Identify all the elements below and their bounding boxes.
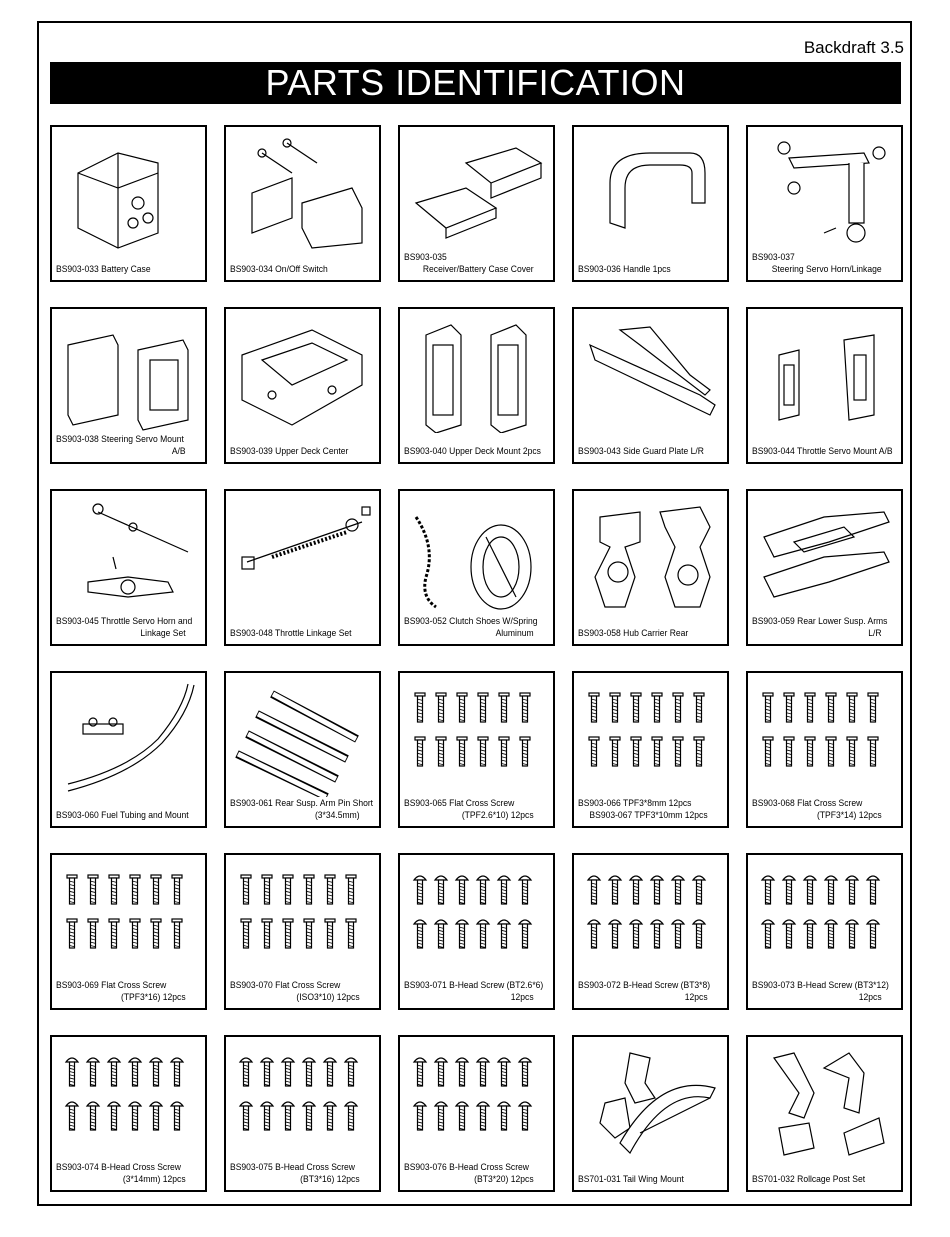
part-number-name: BS903-052 Clutch Shoes W/Spring (404, 616, 538, 627)
part-detail: Steering Servo Horn/Linkage (771, 264, 882, 275)
part-card (50, 853, 207, 1010)
deck-mount-icon (406, 315, 547, 433)
part-detail: (BT3*16) 12pcs (300, 1174, 360, 1185)
part-label (230, 980, 376, 1004)
part-label (404, 446, 550, 458)
throttle-horn-icon (58, 497, 199, 615)
part-number-name: BS903-058 Hub Carrier Rear (578, 628, 689, 639)
part-number-name: BS903-073 B-Head Screw (BT3*12) (752, 980, 889, 991)
part-number-name: BS701-031 Tail Wing Mount (578, 1174, 684, 1185)
part-label (404, 616, 550, 640)
part-label (56, 1162, 202, 1186)
part-card (746, 307, 903, 464)
part-number-name: BS903-066 TPF3*8mm 12pcs (578, 798, 692, 809)
handle-icon (580, 133, 721, 251)
part-label (578, 446, 724, 458)
part-detail: 12pcs (858, 992, 882, 1003)
part-card (572, 853, 729, 1010)
part-number-name: BS903-074 B-Head Cross Screw (56, 1162, 181, 1173)
part-number-name: BS903-068 Flat Cross Screw (752, 798, 863, 809)
part-card (398, 307, 555, 464)
wing-mount-icon (580, 1043, 721, 1161)
part-detail: (3*14mm) 12pcs (122, 1174, 186, 1185)
hub-carrier-icon (580, 497, 721, 615)
part-label (752, 446, 898, 458)
part-card (572, 671, 729, 828)
part-label (404, 980, 550, 1004)
part-detail: (TPF2.6*10) 12pcs (461, 810, 534, 821)
b-head-screw-icon (58, 1043, 199, 1161)
part-label (752, 980, 898, 1004)
part-detail: (TPF3*14) 12pcs (816, 810, 882, 821)
servo-mount-icon (58, 315, 199, 433)
part-label (56, 616, 202, 640)
part-card (398, 671, 555, 828)
part-card (398, 853, 555, 1010)
part-detail: A/B (171, 446, 186, 457)
part-number-name: BS701-032 Rollcage Post Set (752, 1174, 866, 1185)
part-label (230, 264, 376, 276)
clutch-shoes-icon (406, 497, 547, 615)
screw-icon (58, 861, 199, 979)
part-detail: (ISO3*10) 12pcs (296, 992, 360, 1003)
part-card (572, 1035, 729, 1192)
part-number-name: BS903-036 Handle 1pcs (578, 264, 671, 275)
page-title: PARTS IDENTIFICATION (50, 62, 901, 104)
part-number-name: BS903-035 (404, 252, 447, 263)
part-number-name: BS903-071 B-Head Screw (BT2.6*6) (404, 980, 544, 991)
rollcage-post-icon (754, 1043, 895, 1161)
part-number-name: BS903-069 Flat Cross Screw (56, 980, 167, 991)
part-card (50, 1035, 207, 1192)
part-number-name: BS903-044 Throttle Servo Mount A/B (752, 446, 893, 457)
screw-icon (580, 679, 721, 797)
part-card (746, 853, 903, 1010)
part-number-name: BS903-075 B-Head Cross Screw (230, 1162, 355, 1173)
part-label (404, 798, 550, 822)
part-card (50, 671, 207, 828)
parts-grid (50, 125, 902, 1192)
part-card (50, 125, 207, 282)
part-label (578, 980, 724, 1004)
part-card (224, 307, 381, 464)
part-label (230, 798, 376, 822)
b-head-screw-icon (580, 861, 721, 979)
part-detail: 12pcs (684, 992, 708, 1003)
part-number-name: BS903-070 Flat Cross Screw (230, 980, 341, 991)
part-number-name: BS903-033 Battery Case (56, 264, 151, 275)
part-label (230, 628, 376, 640)
part-label (56, 264, 202, 276)
part-detail: (TPF3*16) 12pcs (120, 992, 186, 1003)
part-label (404, 1162, 550, 1186)
part-number-name: BS903-076 B-Head Cross Screw (404, 1162, 529, 1173)
part-number-name: BS903-045 Throttle Servo Horn and (56, 616, 193, 627)
part-card (398, 125, 555, 282)
arm-pin-icon (232, 679, 373, 797)
part-detail: BS903-067 TPF3*10mm 12pcs (589, 810, 708, 821)
part-label (578, 628, 724, 640)
b-head-screw-icon (754, 861, 895, 979)
servo-horn-icon (754, 133, 895, 251)
battery-case-icon (58, 133, 199, 251)
side-guard-icon (580, 315, 721, 433)
b-head-screw-icon (232, 1043, 373, 1161)
part-card (224, 489, 381, 646)
susp-arms-icon (754, 497, 895, 615)
throttle-mount-icon (754, 315, 895, 433)
part-number-name: BS903-072 B-Head Screw (BT3*8) (578, 980, 711, 991)
part-label (56, 980, 202, 1004)
upper-deck-icon (232, 315, 373, 433)
part-label (578, 264, 724, 276)
part-number-name: BS903-043 Side Guard Plate L/R (578, 446, 704, 457)
part-detail: Receiver/Battery Case Cover (422, 264, 534, 275)
part-card (572, 307, 729, 464)
part-label (56, 434, 202, 458)
fuel-tubing-icon (58, 679, 199, 797)
part-label (56, 810, 202, 822)
model-name: Backdraft 3.5 (803, 38, 904, 57)
b-head-screw-icon (406, 861, 547, 979)
part-card (398, 489, 555, 646)
part-detail: (BT3*20) 12pcs (474, 1174, 534, 1185)
part-number-name: BS903-048 Throttle Linkage Set (230, 628, 352, 639)
case-cover-icon (406, 133, 547, 251)
part-detail: (3*34.5mm) (314, 810, 360, 821)
part-label (752, 616, 898, 640)
part-number-name: BS903-060 Fuel Tubing and Mount (56, 810, 189, 821)
part-card (746, 1035, 903, 1192)
b-head-screw-icon (406, 1043, 547, 1161)
part-card (746, 489, 903, 646)
screw-icon (232, 861, 373, 979)
part-label (578, 798, 724, 822)
part-label (404, 252, 550, 276)
part-detail: 12pcs (510, 992, 534, 1003)
part-detail: Aluminum (495, 628, 534, 639)
part-label (752, 252, 898, 276)
switch-icon (232, 133, 373, 251)
part-card (746, 671, 903, 828)
screw-icon (754, 679, 895, 797)
part-detail: L/R (868, 628, 882, 639)
part-card (224, 125, 381, 282)
part-number-name: BS903-038 Steering Servo Mount (56, 434, 184, 445)
part-label (230, 1162, 376, 1186)
part-card (224, 853, 381, 1010)
part-label (752, 798, 898, 822)
part-card (224, 671, 381, 828)
part-number-name: BS903-065 Flat Cross Screw (404, 798, 515, 809)
part-card (224, 1035, 381, 1192)
part-card (50, 307, 207, 464)
part-detail: Linkage Set (140, 628, 186, 639)
throttle-linkage-icon (232, 497, 373, 615)
part-card (398, 1035, 555, 1192)
part-card (572, 489, 729, 646)
part-label (230, 446, 376, 458)
part-number-name: BS903-061 Rear Susp. Arm Pin Short (230, 798, 374, 809)
part-number-name: BS903-040 Upper Deck Mount 2pcs (404, 446, 541, 457)
screw-icon (406, 679, 547, 797)
part-card (50, 489, 207, 646)
part-number-name: BS903-039 Upper Deck Center (230, 446, 349, 457)
part-number-name: BS903-037 (752, 252, 795, 263)
part-card (572, 125, 729, 282)
part-number-name: BS903-059 Rear Lower Susp. Arms (752, 616, 888, 627)
part-label (578, 1174, 724, 1186)
part-card (746, 125, 903, 282)
part-label (752, 1174, 898, 1186)
part-number-name: BS903-034 On/Off Switch (230, 264, 328, 275)
